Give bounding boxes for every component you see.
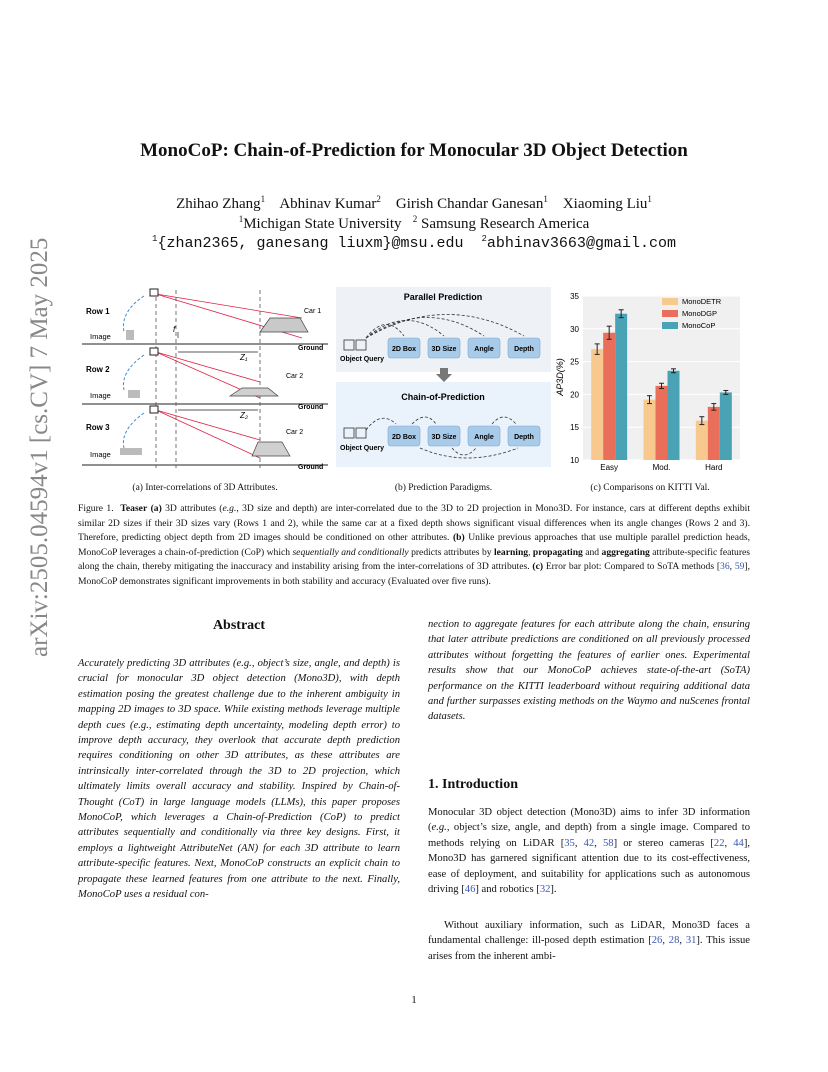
citation-link[interactable]: 31 xyxy=(685,935,697,947)
head-label: 3D Size xyxy=(431,346,457,353)
arxiv-id: arXiv:2505.04594v1 [cs.CV] 7 May 2025 xyxy=(26,237,53,657)
bar-monodetr xyxy=(591,349,603,460)
car-label: Car 2 xyxy=(286,429,304,436)
ground-label: Ground xyxy=(298,345,324,352)
citation-link[interactable]: 42 xyxy=(583,837,595,849)
bar-chart xyxy=(555,282,745,472)
subcaption-c: (c) Comparisons on KITTI Val. xyxy=(590,483,710,493)
affiliations: $^1$Michigan State University $^2$ Samsung Research America xyxy=(238,214,590,232)
car-label: Car 2 xyxy=(286,373,304,380)
bar-monodgp xyxy=(603,333,615,460)
subcaption-b: (b) Prediction Paradigms. xyxy=(394,483,493,493)
y-tick-label: 20 xyxy=(570,390,579,400)
x-tick-label: Easy xyxy=(600,463,619,472)
author: Girish Chandar Ganesan xyxy=(395,196,544,212)
bar-monocop xyxy=(720,392,732,460)
author: Abhinav Kumar xyxy=(279,196,377,212)
figure-caption: Figure 1. Teaser (a) 3D attributes (e.g., 3D size and depth) are inter-correlated due to the 3D to 2D projection in Mono3D. For instance, cars at different depths exhibit similar 2D sizes if their 3D sizes vary (Rows 1 and 2), while the same car at a fixed depth shows significant visual differences when its angle changes (Rows 2 and 3). Therefore, predicting object depth from 2D images should be conditioned on other attributes. (b) Unlike previous approaches that use multiple parallel prediction heads, MonoCoP leverages a chain-of-prediction (CoP) which sequentially and conditionally predicts attributes by learning, propagating and aggregating attribute-specific features along the chain, thereby mitigating the inaccuracy and instability arising from the inter-correlations of 3D attributes. (c) Error bar plot: Compared to SoTA methods [36, 59], MonoCoP demonstrates significant improvements in both stability and accuracy (Evaluated over five runs). xyxy=(78,503,751,587)
head-label: 2D Box xyxy=(391,434,417,441)
image-label: Image xyxy=(90,391,111,400)
y-tick-label: 25 xyxy=(570,357,579,367)
row-label: Row 1 xyxy=(86,307,110,316)
citation-link[interactable]: 32 xyxy=(539,884,551,896)
object-query-label: Object Query xyxy=(340,356,384,363)
citation-link[interactable]: 36 xyxy=(720,561,730,573)
citation-link[interactable]: 26 xyxy=(651,935,663,947)
y-tick-label: 10 xyxy=(570,456,579,465)
affiliation: Samsung Research America xyxy=(421,216,590,232)
bar-monocop xyxy=(668,371,680,460)
legend-entry: MonoCoP xyxy=(682,321,716,330)
y-tick-label: 30 xyxy=(570,324,579,334)
subcaption-a: (a) Inter-correlations of 3D Attributes. xyxy=(132,483,278,493)
object-query-label: Object Query xyxy=(340,445,384,452)
chain-title: Chain-of-Prediction xyxy=(401,392,485,402)
legend-swatch xyxy=(662,298,678,305)
author-list: Zhihao Zhang$^1$ Abhinav Kumar$^2$ Girish Chandar Ganesan$^1$ Xiaoming Liu$^1$ xyxy=(176,194,652,212)
email[interactable]: abhinav3663@gmail.com xyxy=(486,235,676,252)
legend-entry: MonoDGP xyxy=(682,309,718,318)
intro-paragraph-1: Monocular 3D object detection (Mono3D) aims to infer 3D information (e.g., object’s size, angle, and depth) from a single image. Compared to methods relying on LiDAR [35, 42, 58] or stereo cameras [22, 44], Mono3D has garnered significant attention due to its cost-effectiveness, ease of deployment, and suitability for applications such as autonomous driving [46] and robotics [32]. xyxy=(428,807,751,896)
email[interactable]: {zhan2365, ganesang liuxm}@msu.edu xyxy=(157,235,464,252)
citation-link[interactable]: 59 xyxy=(734,561,745,573)
citation-link[interactable]: 58 xyxy=(602,837,614,849)
figure-panel-b xyxy=(336,282,551,472)
citation-link[interactable]: 44 xyxy=(733,837,744,849)
bar-monodgp xyxy=(708,407,720,460)
figure-panel-c xyxy=(555,282,745,472)
abstract-body: Accurately predicting 3D attributes (e.g., object’s size, angle, and depth) is crucial for monocular 3D object detection (Mono3D), with depth estimation posing the greatest challenge due to the inherent ambiguity in mapping 2D images to 3D space. While existing methods leverage multiple depth cues (e.g., estimating depth uncertainty, modeling depth error) to improve depth accuracy, they overlook that accurate depth prediction requires conditioning on other 3D attributes, as these attributes are intrinsically inter-correlated through the 3D to 2D projection, which ultimately limits overall accuracy and stability. Inspired by Chain-of-Thought (CoT) in large language models (LLMs), this paper proposes MonoCoP, which leverages a Chain-of-Prediction (CoP) to predict attributes sequentially and conditionally via three key designs. First, it employs a lightweight AttributeNet (AN) for each 3D attribute to learn attribute-specific features. Next, MonoCoP constructs an explicit chain to propagate these learned features from one attribute to the next. Finally, MonoCoP uses a residual con- xyxy=(78,658,400,901)
chart-ylabel: AP3D(%) xyxy=(555,358,565,396)
x-tick-label: Hard xyxy=(705,463,723,472)
head-label: 3D Size xyxy=(431,434,457,441)
parallel-title: Parallel Prediction xyxy=(403,292,483,302)
head-label: Depth xyxy=(514,434,534,441)
bar-monodetr xyxy=(644,400,656,460)
ground-label: Ground xyxy=(298,404,324,411)
image-label: Image xyxy=(90,332,111,341)
focal-label: f xyxy=(173,325,176,334)
z-label: Z₂ xyxy=(240,411,248,420)
citation-link[interactable]: 46 xyxy=(464,884,476,896)
figure-panel-a xyxy=(80,282,330,472)
citation-link[interactable]: 22 xyxy=(713,837,725,849)
y-tick-label: 15 xyxy=(570,423,579,433)
car-label: Car 1 xyxy=(304,308,322,315)
affiliation: Michigan State University xyxy=(243,216,402,232)
author: Zhihao Zhang xyxy=(176,196,261,212)
abstract-body-continued: nection to aggregate features for each attribute along the chain, ensuring that later attribute predictions are conditioned on all previously processed attributes without forgetting the features of earlier ones. Experimental results show that our MonoCoP achieves state-of-the-art (SoTA) performance on the KITTI leaderboard without requiring additional data and further surpasses existing methods on the Waymo and nuScenes frontal datasets. xyxy=(428,619,750,723)
head-label: 2D Box xyxy=(391,346,417,353)
legend-swatch xyxy=(662,322,678,329)
x-tick-label: Mod. xyxy=(652,463,671,472)
bar-monocop xyxy=(615,314,627,460)
row-label: Row 3 xyxy=(86,423,110,432)
intro-heading: 1. Introduction xyxy=(428,777,518,792)
bar-monodetr xyxy=(696,421,708,460)
page-number: 1 xyxy=(411,994,417,1006)
intro-paragraph-2: Without auxiliary information, such as LiDAR, Mono3D faces a fundamental challenge: ill-posed depth estimation [26, 28, 31]. This issue arises from the inherent ambi- xyxy=(428,920,751,962)
bar-monodgp xyxy=(656,386,668,460)
emails: $^1${zhan2365, ganesang liuxm}@msu.edu $^2$abhinav3663@gmail.com xyxy=(152,234,676,252)
arxiv-sidebar xyxy=(20,237,60,660)
ground-label: Ground xyxy=(298,464,324,471)
z-label: Z₁ xyxy=(240,353,248,362)
citation-link[interactable]: 28 xyxy=(668,935,680,947)
legend-entry: MonoDETR xyxy=(682,297,722,306)
y-tick-label: 35 xyxy=(570,292,579,301)
head-label: Depth xyxy=(514,346,534,353)
legend-swatch xyxy=(662,310,678,317)
paper-title: MonoCoP: Chain-of-Prediction for Monocular 3D Object Detection xyxy=(140,140,688,161)
row-label: Row 2 xyxy=(86,365,110,374)
head-label: Angle xyxy=(474,434,494,441)
author: Xiaoming Liu xyxy=(562,196,648,212)
head-label: Angle xyxy=(474,346,494,353)
image-label: Image xyxy=(90,450,111,459)
abstract-heading: Abstract xyxy=(212,618,266,633)
citation-link[interactable]: 35 xyxy=(564,837,575,849)
